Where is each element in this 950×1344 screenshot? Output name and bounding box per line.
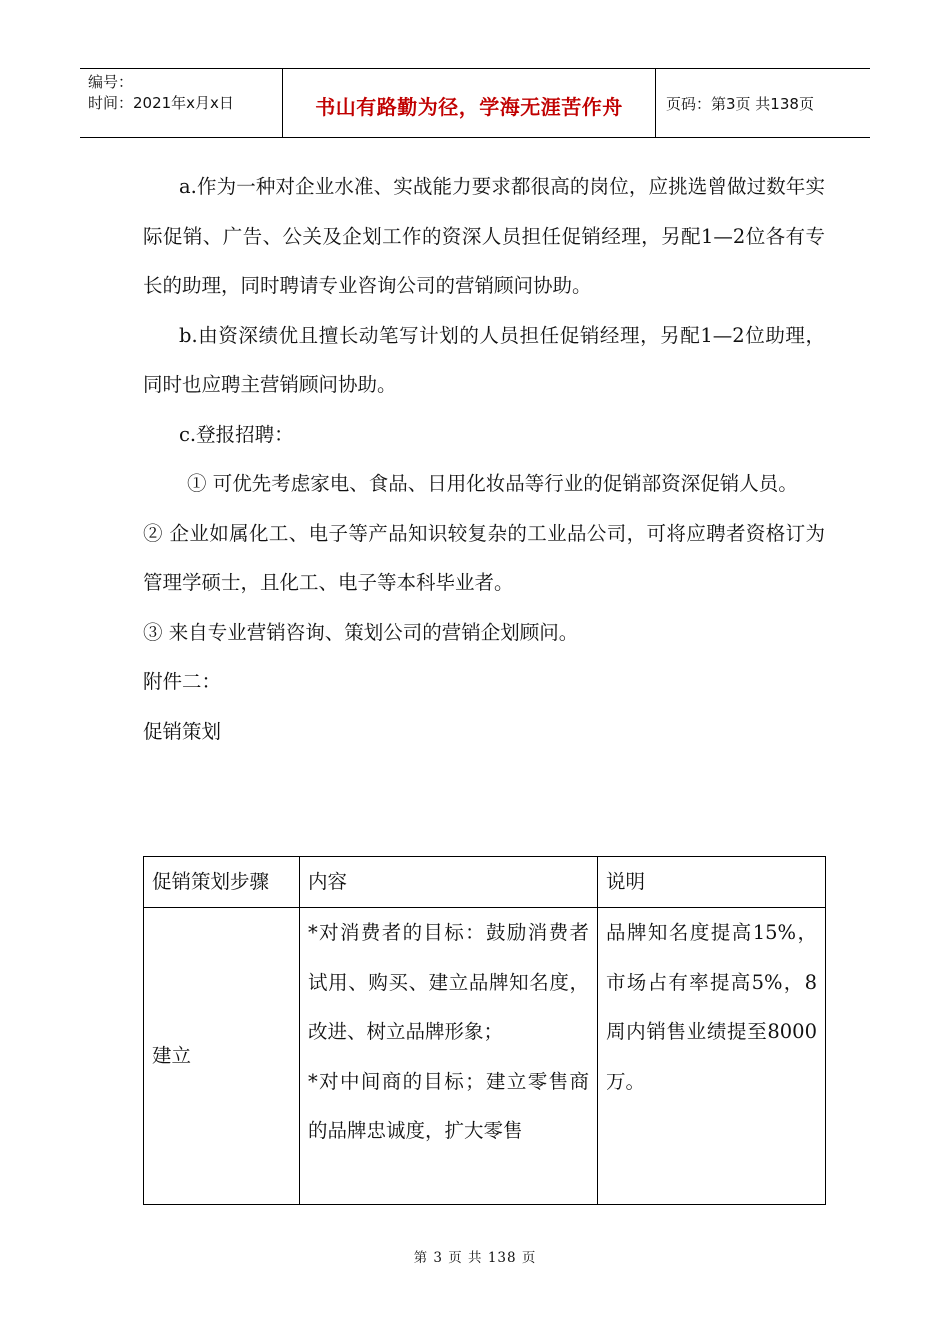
header-motto-cell xyxy=(283,69,656,137)
document-body xyxy=(143,162,825,756)
content-line-dealer: *对中间商的目标；建立零售商的品牌忠诚度，扩大零售 xyxy=(308,1069,589,1142)
document-number-label: 编号： xyxy=(88,73,134,91)
table-cell-step: 建立 xyxy=(144,908,300,1205)
page-header xyxy=(80,68,870,138)
list-item-3: ③ 来自专业营销咨询、策划公司的营销企划顾问。 xyxy=(143,620,579,644)
document-date-label: 时间：2021年x月x日 xyxy=(88,94,234,112)
attachment-heading: 附件二： xyxy=(143,670,222,693)
header-meta-cell xyxy=(80,69,283,137)
note-text: 品牌知名度提高15%，市场占有率提高5%，8周内销售业绩提至8000万。 xyxy=(606,921,817,1093)
content-line-consumer: *对消费者的目标：鼓励消费者试用、购买、建立品牌知名度，改进、树立品牌形象； xyxy=(308,921,589,1043)
header-motto: 书山有路勤为径，学海无涯苦作舟 xyxy=(315,95,623,119)
header-page-info: 页码：第3页 共138页 xyxy=(666,95,814,113)
column-header-step: 促销策划步骤 xyxy=(144,857,300,908)
list-item-1: ① 可优先考虑家电、食品、日用化妆品等行业的促销部资深促销人员。 xyxy=(187,472,798,495)
paragraph-b: b.由资深绩优且擅长动笔写计划的人员担任促销经理，另配1—2位助理，同时也应聘主营销顾问协助。 xyxy=(143,323,825,396)
header-page-cell xyxy=(656,69,870,137)
column-header-note: 说明 xyxy=(598,857,826,908)
table-cell-content xyxy=(300,908,598,1205)
table-cell-note xyxy=(598,908,826,1205)
table-row xyxy=(144,908,826,1205)
table-header-row xyxy=(144,857,826,908)
page-footer: 第 3 页 共 138 页 xyxy=(413,1250,537,1266)
promotion-plan-table xyxy=(143,856,826,1205)
column-header-content: 内容 xyxy=(300,857,598,908)
list-item-2: ② 企业如属化工、电子等产品知识较复杂的工业品公司，可将应聘者资格订为管理学硕士，且化工、电子等本科毕业者。 xyxy=(143,521,825,594)
section-title: 促销策划 xyxy=(143,719,222,743)
paragraph-c: c.登报招聘： xyxy=(179,422,294,446)
paragraph-a: a.作为一种对企业水准、实战能力要求都很高的岗位，应挑选曾做过数年实际促销、广告、公关及企划工作的资深人员担任促销经理，另配1—2位各有专长的助理，同时聘请专业咨询公司的营销顾问协助。 xyxy=(143,175,825,297)
